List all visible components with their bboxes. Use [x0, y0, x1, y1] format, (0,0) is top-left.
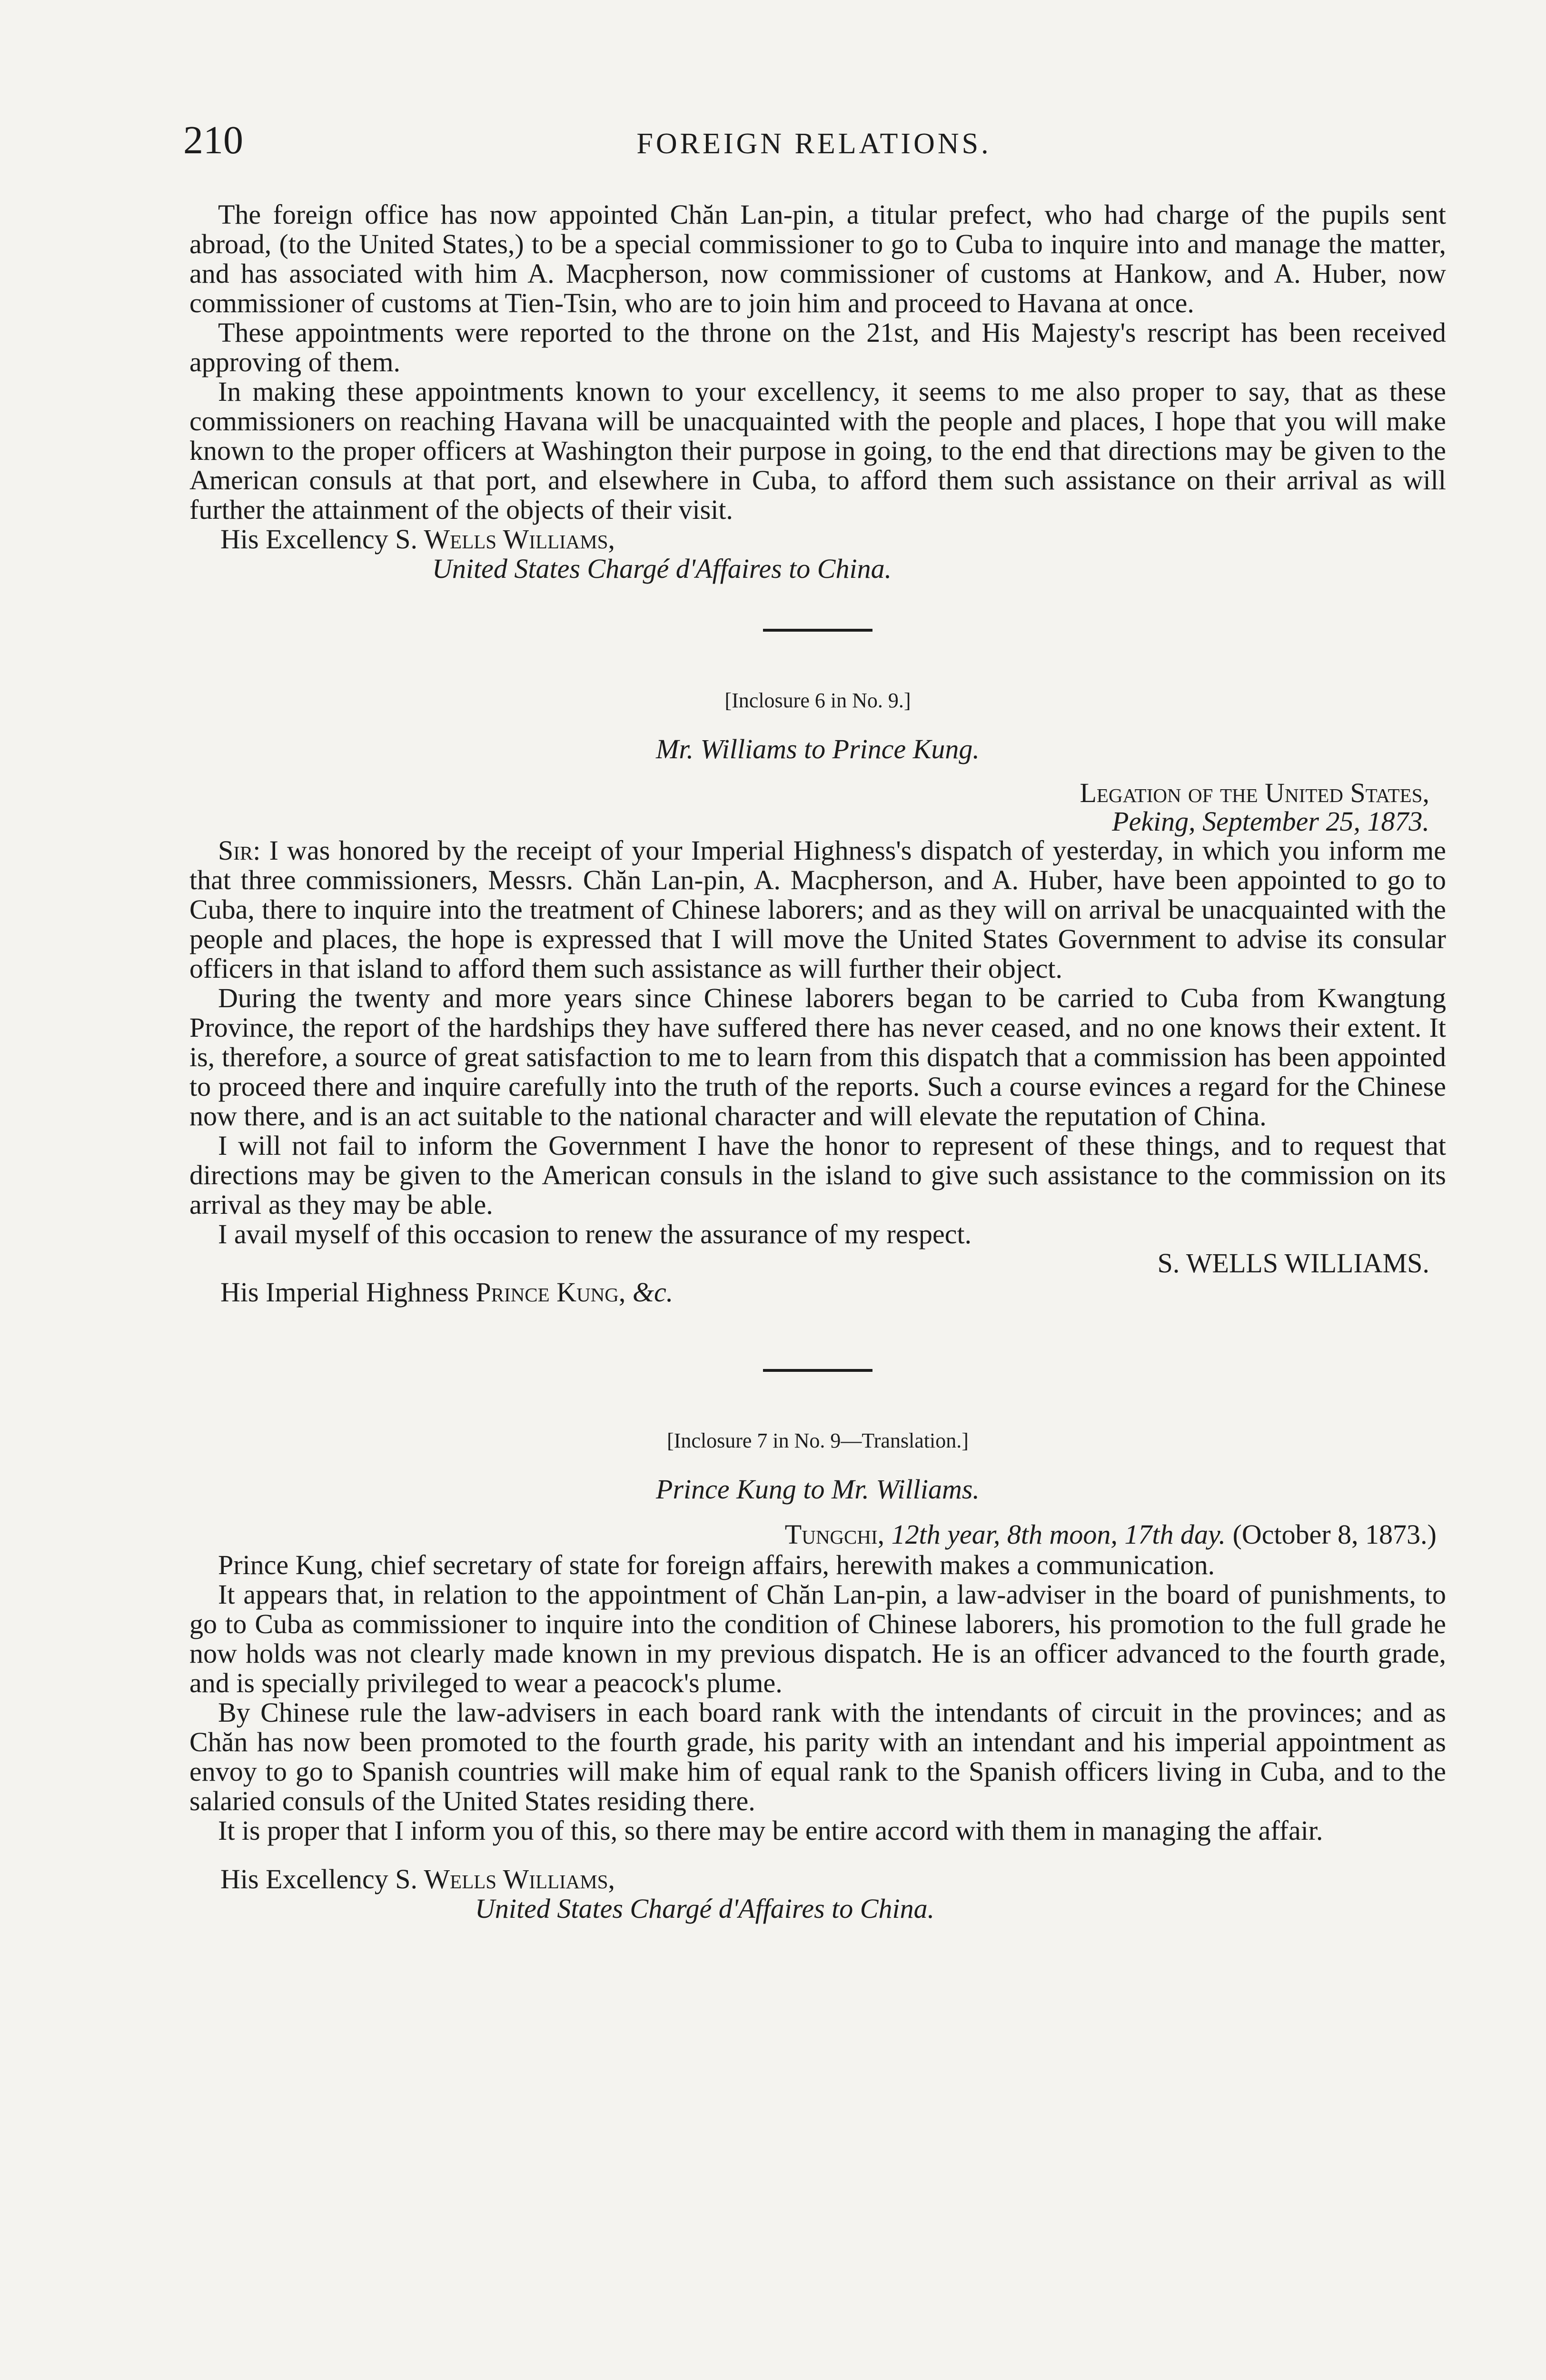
paragraph: Sir: I was honored by the receipt of your Imperial Highness's dispatch of yesterday, in which you inform me that three commissioners, Messrs. Chăn Lan-pin, A. Macpherson, and A. Huber, have been appointed to go to Cuba, there to inquire into the treatment of Chinese laborers; and as they will on arrival be unacquainted with the people and places, the hope is expressed that I will move the United States Government to advise its consular officers in that island to afford them such assistance as will further their object. — [189, 835, 1446, 984]
page-content — [189, 200, 1446, 1924]
running-head: FOREIGN RELATIONS. — [636, 128, 991, 160]
letter-title: Prince Kung to Mr. Williams. — [656, 1474, 980, 1505]
paragraph: By Chinese rule the law-advisers in each board rank with the intendants of circuit in the provinces; and as Chăn has now been promoted to the fourth grade, his parity with an intendant and his imperial appointment as envoy to go to Spanish countries will make him of equal rank to the Spanish officers living in Cuba, and to the salaried consuls of the United States residing there. — [189, 1697, 1446, 1816]
addressee: His Excellency S. Wells Williams, — [220, 524, 615, 555]
paragraph: I will not fail to inform the Government I have the honor to represent of these things, and to request that directions may be given to the American consuls in the island to give such assistance to the commission on its arrival as they may be able. — [189, 1130, 1446, 1220]
letter-continuation — [189, 200, 1446, 584]
dateline: Tungchi, 12th year, 8th moon, 17th day. (October 8, 1873.) — [784, 1519, 1437, 1550]
section-divider — [763, 629, 872, 632]
section-divider — [763, 1369, 872, 1372]
paragraph: In making these appointments known to your excellency, it seems to me also proper to say, that as these commissioners on reaching Havana will be unacquainted with the people and places, I hope that you will make known to the proper officers at Washington their purpose in going, to the end that directions may be given to the American consuls at that port, and elsewhere in Cuba, to afford them such assistance on their arrival as will further the attainment of the objects of their visit. — [189, 376, 1446, 525]
dateline: Peking, September 25, 1873. — [1112, 806, 1429, 837]
addressee-title: United States Chargé d'Affaires to China. — [475, 1893, 935, 1924]
page-header — [183, 117, 1445, 169]
letter-title: Mr. Williams to Prince Kung. — [656, 734, 980, 764]
signature: S. WELLS WILLIAMS. — [1157, 1248, 1429, 1279]
paragraph: I avail myself of this occasion to renew the assurance of my respect. — [218, 1219, 972, 1250]
letterhead: Legation of the United States, — [1080, 777, 1429, 808]
paragraph: During the twenty and more years since Chinese laborers began to be carried to Cuba from Kwangtung Province, the report of the hardships they have suffered there has never ceased, and no one knows their extent. It is, therefore, a source of great satisfaction to me to learn from this dispatch that a commission has been appointed to proceed there and inquire carefully into the truth of the reports. Such a course evinces a regard for the Chinese now there, and is an act suitable to the national character and will elevate the reputation of China. — [189, 982, 1446, 1131]
page-number: 210 — [183, 118, 243, 162]
enclosure-label: [Inclosure 6 in No. 9.] — [724, 689, 911, 712]
paragraph: It is proper that I inform you of this, so there may be entire accord with them in managing the affair. — [218, 1815, 1323, 1846]
paragraph: Prince Kung, chief secretary of state for foreign affairs, herewith makes a communication. — [218, 1549, 1215, 1580]
addressee: His Imperial Highness Prince Kung, &c. — [220, 1277, 674, 1308]
enclosure-label: [Inclosure 7 in No. 9—Translation.] — [667, 1429, 969, 1452]
addressee-title: United States Chargé d'Affaires to China. — [432, 553, 892, 584]
inclosure-7 — [189, 1427, 1446, 1924]
paragraph: These appointments were reported to the throne on the 21st, and His Majesty's rescript has been received approving of them. — [189, 317, 1446, 377]
addressee: His Excellency S. Wells Williams, — [220, 1864, 615, 1894]
paragraph: It appears that, in relation to the appointment of Chăn Lan-pin, a law-adviser in the board of punishments, to go to Cuba as commissioner to inquire into the condition of Chinese laborers, his promotion to the full grade he now holds was not clearly made known in my previous dispatch. He is an officer advanced to the fourth grade, and is specially privileged to wear a peacock's plume. — [189, 1579, 1446, 1698]
paragraph: The foreign office has now appointed Chăn Lan-pin, a titular prefect, who had charge of the pupils sent abroad, (to the United States,) to be a special commissioner to go to Cuba to inquire into and manage the matter, and has associated with him A. Macpherson, now commissioner of customs at Hankow, and A. Huber, now commissioner of customs at Tien-Tsin, who are to join him and proceed to Havana at once. — [189, 199, 1446, 318]
salutation: Sir: — [218, 835, 269, 866]
inclosure-6 — [189, 686, 1446, 1307]
